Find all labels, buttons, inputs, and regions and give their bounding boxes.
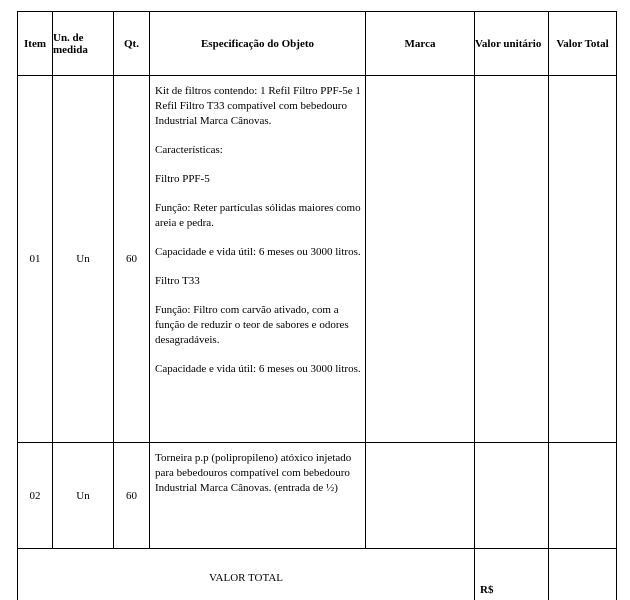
spec-paragraph: Características: xyxy=(155,143,361,158)
cell-item: 01 xyxy=(18,76,53,443)
cell-qty: 60 xyxy=(114,443,150,549)
header-brand: Marca xyxy=(366,12,475,76)
header-spec: Especificação do Objeto xyxy=(150,12,366,76)
header-unit: Un. de medida xyxy=(53,12,114,76)
total-label: VALOR TOTAL xyxy=(18,549,475,600)
table-row xyxy=(18,443,617,549)
cell-brand xyxy=(366,443,475,549)
header-row xyxy=(18,12,617,76)
spec-paragraph: Capacidade e vida útil: 6 meses ou 3000 litros. xyxy=(155,362,361,377)
cell-unit: Un xyxy=(53,76,114,443)
cell-total-value xyxy=(549,76,617,443)
cell-total-value xyxy=(549,443,617,549)
cell-unit-value xyxy=(475,443,549,549)
cell-item: 02 xyxy=(18,443,53,549)
table-row xyxy=(18,76,617,443)
cell-brand xyxy=(366,76,475,443)
spec-paragraph: Kit de filtros contendo: 1 Refil Filtro PPF-5e 1 Refil Filtro T33 compatível com bebedouro Industrial Marca Cânovas. xyxy=(155,84,361,129)
cell-qty: 60 xyxy=(114,76,150,443)
header-unit-value: Valor unitário xyxy=(475,12,549,76)
total-row xyxy=(18,549,617,600)
header-item: Item xyxy=(18,12,53,76)
cell-unit-value xyxy=(475,76,549,443)
cell-unit: Un xyxy=(53,443,114,549)
header-qty: Qt. xyxy=(114,12,150,76)
cell-spec xyxy=(150,443,366,549)
spec-paragraph: Torneira p.p (polipropileno) atóxico injetado para bebedouros compatível com bebedouro Industrial Marca Cânovas. (entrada de ½) xyxy=(155,451,361,496)
specification-table xyxy=(17,11,617,600)
total-value-cell xyxy=(549,549,617,600)
spec-paragraph: Filtro PPF-5 xyxy=(155,172,361,187)
spec-paragraph: Função: Reter partículas sólidas maiores como areia e pedra. xyxy=(155,201,361,231)
spec-paragraph: Função: Filtro com carvão ativado, com a função de reduzir o teor de sabores e odores desagradáveis. xyxy=(155,303,361,348)
header-total-value: Valor Total xyxy=(549,12,617,76)
spec-paragraph: Capacidade e vida útil: 6 meses ou 3000 litros. xyxy=(155,245,361,260)
total-currency: R$ xyxy=(475,549,549,600)
spec-paragraph: Filtro T33 xyxy=(155,274,361,289)
cell-spec xyxy=(150,76,366,443)
